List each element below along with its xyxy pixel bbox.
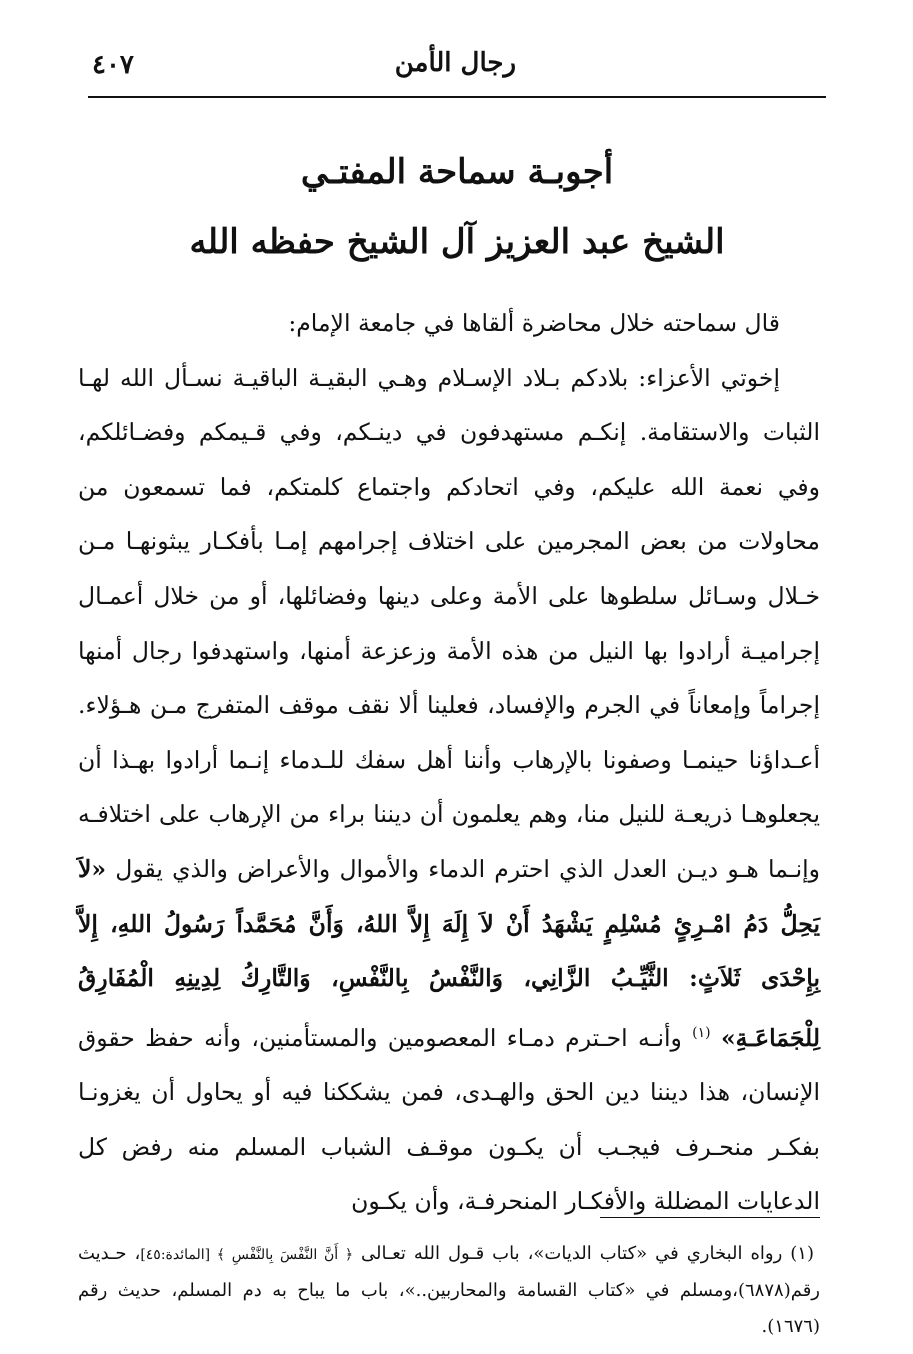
footnote-1: [78, 1236, 820, 1345]
paragraph-text-start: إخوتي الأعزاء: بلادكم بـلاد الإسـلام وهـي البقيـة الباقيـة نسـأل الله لهـا الثبات والاستقامة. إنكـم مستهدفون في دينـكم، وفي قـيمكم وفضـائلكم، وفي نعمة الله عليكم، وفي اتحادكم واجتماع كلمتكم، فما تسمعون من محاولات من بعض المجرمين على اختلاف إجرامهم إمـا بأفكـار يبثونهـا مـن خـلال وسـائل سلطوها على الأمة وعلى دينها وفضائلها، أو من خلال أعمـال إجراميـة أرادوا بها النيل من هذه الأمة وزعزعة أمنها، واستهدفوا رجال أمنها إجراماً وإمعاناً في الجرم والإفساد، فعلينا ألا نقف موقف المتفرج مـن هـؤلاء. أعـداؤنا حينمـا وصفونا بالإرهاب وأننا أهل سفك للـدماء إنـما أرادوا بهـذا أن يجعلوهـا ذريعـة للنيل منا، وهم يعلمون أن ديننا براء من الإرهاب على اختلافـه وإنـما هـو ديـن العدل الذي احترم الدماء والأموال والأعراض والذي يقول: [78, 363, 820, 883]
section-subtitle: الشيخ عبد العزيز آل الشيخ حفظه الله: [189, 222, 725, 262]
page-number: ٤٠٧: [92, 50, 134, 80]
footnote-rule: [600, 1217, 820, 1218]
paragraph-text-end: وأنـه احـترم دمـاء المعصومين والمستأمنين، وأنه حفظ حقوق الإنسان، هذا ديننا دين الحق والهـدى، فمن يشككنا فيه أو يحاول أن يغزونـا بفكـر منحـرف فيجـب أن يكـون موقـف الشباب المسلم منه رفض كل الدعايات المضللة والأفكـار المنحرفـة، وأن يكـون: [78, 1023, 820, 1216]
section-title: أجوبـة سماحة المفتـي: [300, 152, 614, 192]
footnote-text-end: ، حـديث رقم(٦٨٧٨)،ومسلم في «كتاب القسامة والمحاربين..»، باب ما يباح به دم المسلم، حديث رقم (١٦٧٦).: [78, 1243, 820, 1337]
intro-line: قال سماحته خلال محاضرة ألقاها في جامعة الإمام:: [288, 309, 780, 337]
body-text: [78, 296, 820, 1229]
footnote-text-start: (١) رواه البخاري في «كتاب الديات»، باب قـول الله تعـالى: [353, 1243, 814, 1264]
footnote-reference: (١): [692, 1024, 711, 1041]
running-header: [88, 48, 826, 94]
running-title: رجال الأمن: [394, 48, 516, 78]
footnotes: [78, 1236, 820, 1345]
main-paragraph: [78, 351, 820, 1229]
hadith-quote: «لاَ يَحِلُّ دَمُ امْـرِئٍ مُسْلِمٍ يَشْهَدُ أَنْ لاَ إِلَهَ إِلاَّ اللهُ، وَأَنَّ مُحَمَّداً رَسُولُ اللهِ، إِلاَّ بِإِحْدَى ثَلاَثٍ: الثَّيِّـبُ الزَّانِي، وَالنَّفْسُ بِالنَّفْسِ، وَالتَّارِكُ لِدِينِهِ الْمُفَارِقُ لِلْجَمَاعَـةِ»: [78, 854, 820, 1052]
quran-ayah: ﴿ أَنَّ النَّفْسَ بِالنَّفْسِ ﴾ [المائدة:٤٥]: [140, 1247, 354, 1263]
header-rule: [88, 96, 826, 98]
